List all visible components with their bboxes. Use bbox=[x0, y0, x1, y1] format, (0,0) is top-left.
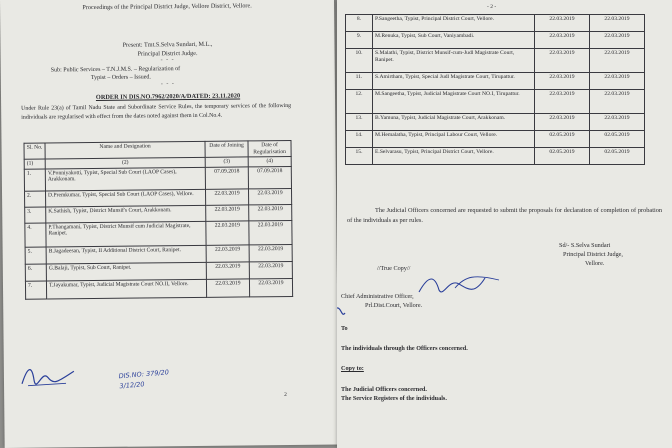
cell-no: 6. bbox=[25, 264, 46, 281]
cell-join: 22.03.2019 bbox=[206, 221, 249, 245]
right-page bbox=[337, 0, 672, 448]
to-label: To bbox=[341, 325, 348, 332]
cell-no: 14. bbox=[346, 131, 373, 148]
cell-reg: 22.03.2019 bbox=[590, 49, 645, 73]
cell-name: S.Amirtham, Typist, Special Judl Magistrate Court, Tirupattur. bbox=[373, 73, 535, 90]
present-title: Principal District Judge. bbox=[137, 49, 198, 58]
cell-no: 9. bbox=[346, 32, 373, 49]
cell-reg: 22.03.2019 bbox=[249, 261, 292, 278]
handwritten-dispatch-note: DIS.NO: 379/20 3/12/20 bbox=[118, 368, 170, 391]
cell-name: M.Hemalatha, Typist, Principal Labour Court, Vellore. bbox=[373, 131, 535, 148]
copy-recipient-2: The Service Registers of the individuals. bbox=[341, 395, 447, 402]
cell-join: 22.03.2019 bbox=[535, 15, 590, 32]
cell-name: E.Selvarasu, Typist, Principal District Court, Vellore. bbox=[373, 148, 535, 165]
subject-line-1: Sub: Public Services – T.N.J.M.S. – Regularization of bbox=[50, 66, 181, 74]
cell-name: T.Jayakumar, Typist, Judicial Magistrate Court NO.II, Vellore. bbox=[46, 279, 206, 299]
table-row bbox=[346, 32, 645, 49]
officer-signature-mark bbox=[415, 270, 505, 300]
cell-name: P.Thangamani, Typist, District Munsif cum Judicial Magistrate, Ranipet. bbox=[46, 221, 206, 247]
cell-name: M.Sangeetha, Typist, Judicial Magistrate Court NO.I, Tirupattur. bbox=[373, 90, 535, 114]
cell-reg: 02.05.2019 bbox=[590, 148, 645, 165]
cell-name: D.Premkumar, Typist, Special Sub Court (LAOP Cases), Vellore. bbox=[46, 189, 206, 207]
regularisation-table-left bbox=[23, 140, 293, 300]
header-sl-no: Sl. No. bbox=[24, 143, 45, 159]
cell-reg: 22.03.2019 bbox=[249, 278, 292, 296]
cell-name: G.Balaji, Typist, Sub Court, Ranipet. bbox=[46, 262, 206, 281]
table-row bbox=[346, 49, 645, 73]
proceedings-header: Proceedings of the Principal District Judge, Vellore District, Vellore. bbox=[82, 2, 252, 12]
table-row bbox=[346, 148, 645, 165]
page-mark: - 2 - bbox=[487, 4, 497, 10]
cell-reg: 07.09.2018 bbox=[248, 166, 291, 188]
signature-initials-mark bbox=[18, 359, 78, 390]
cell-no: 2. bbox=[25, 191, 46, 207]
table-row bbox=[346, 114, 645, 131]
order-paragraph: Under Rule 23(a) of Tamil Nadu State and Subordinate Service Rules, the temporary services of the following individuals are regularised with effect from the dates noted against them in Col.No.4. bbox=[21, 102, 292, 121]
cell-join: 22.03.2019 bbox=[535, 49, 590, 73]
signed-place: Vellore. bbox=[585, 260, 605, 267]
cell-name: S.Malathi, Typist, District Munsif-cum-Judl Magistrate Court, Ranipet. bbox=[373, 49, 535, 73]
ink-mark bbox=[337, 305, 347, 325]
separator: - - - bbox=[160, 57, 175, 64]
signed-name: Sd/- S.Selva Sundari bbox=[559, 242, 611, 249]
cell-name: P.Sangeetha, Typist, Principal District Court, Vellore. bbox=[373, 15, 535, 32]
cell-no: 15. bbox=[346, 148, 373, 165]
cell-reg: 22.03.2019 bbox=[590, 114, 645, 131]
cell-name: B.Yamuna, Typist, Judicial Magistrate Court, Arakkonam. bbox=[373, 114, 535, 131]
cell-join: 22.03.2019 bbox=[535, 114, 590, 131]
cell-join: 22.03.2019 bbox=[205, 189, 248, 205]
cell-reg: 22.03.2019 bbox=[249, 220, 292, 244]
cell-no: 5. bbox=[25, 247, 46, 264]
cao-place: Prl.Dist.Court, Vellore. bbox=[365, 302, 423, 309]
colnum: (1) bbox=[24, 159, 45, 169]
cao-title: Chief Administrative Officer, bbox=[341, 293, 414, 300]
cell-reg: 22.03.2019 bbox=[590, 90, 645, 114]
present-line: Present: Tmt.S.Selva Sundari, M.L., bbox=[122, 40, 213, 49]
table-row bbox=[25, 278, 292, 299]
colnum: (4) bbox=[248, 157, 291, 167]
cell-join: 22.03.2019 bbox=[206, 279, 249, 297]
true-copy: //True Copy// bbox=[377, 265, 411, 272]
cell-reg: 02.05.2019 bbox=[590, 131, 645, 148]
cell-no: 11. bbox=[346, 73, 373, 90]
table-row bbox=[346, 90, 645, 114]
cell-no: 4. bbox=[25, 223, 46, 247]
cell-name: V.Ponniyakotti, Typist, Special Sub Court (LAOP Cases), Arakkonam. bbox=[45, 167, 205, 191]
header-name: Name and Designation bbox=[45, 141, 205, 159]
signed-title: Principal District Judge, bbox=[563, 251, 623, 258]
cell-join: 07.09.2018 bbox=[205, 167, 248, 189]
cell-join: 02.05.2019 bbox=[535, 131, 590, 148]
table-row bbox=[346, 131, 645, 148]
table-row bbox=[25, 220, 292, 247]
cell-reg: 22.03.2019 bbox=[590, 32, 645, 49]
regularisation-table-right bbox=[345, 14, 645, 165]
header-regularisation: Date of Regularisation bbox=[248, 140, 291, 157]
cell-join: 22.03.2019 bbox=[206, 262, 249, 279]
page-number: 2 bbox=[284, 392, 287, 399]
closing-paragraph: The Judicial Officers concerned are requested to submit the proposals for declaration of completion of probation of the individuals as per rules. bbox=[347, 207, 662, 224]
to-text: The individuals through the Officers concerned. bbox=[341, 345, 468, 352]
colnum: (2) bbox=[45, 158, 205, 169]
cell-join: 02.05.2019 bbox=[535, 148, 590, 165]
cell-no: 3. bbox=[25, 207, 46, 223]
cell-name: B.Jagadeesan, Typist, II Additional District Court, Ranipet. bbox=[46, 245, 206, 264]
separator-2: - - - bbox=[160, 81, 175, 88]
cell-join: 22.03.2019 bbox=[206, 205, 249, 221]
subject-line-2: Typist – Orders – Issued. bbox=[90, 74, 151, 82]
cell-join: 22.03.2019 bbox=[206, 245, 249, 262]
cell-reg: 22.03.2019 bbox=[249, 204, 292, 220]
cell-join: 22.03.2019 bbox=[535, 73, 590, 90]
order-number: ORDER IN DIS.NO.7962/2020/A/DATED: 23.11.2020 bbox=[95, 92, 241, 102]
cell-join: 22.03.2019 bbox=[535, 90, 590, 114]
header-joining: Date of Joining bbox=[205, 141, 248, 158]
cell-name: M.Renuka, Typist, Sub Court, Vaniyambadi. bbox=[373, 32, 535, 49]
cell-reg: 22.03.2019 bbox=[249, 244, 292, 261]
cell-reg: 22.03.2019 bbox=[590, 73, 645, 90]
copy-to-label: Copy to: bbox=[341, 365, 364, 372]
table-row bbox=[24, 166, 291, 191]
copy-recipient-1: The Judicial Officers concerned. bbox=[341, 386, 427, 393]
cell-no: 10. bbox=[346, 49, 373, 73]
cell-reg: 22.03.2019 bbox=[248, 188, 291, 204]
table-row bbox=[346, 15, 645, 32]
cell-no: 12. bbox=[346, 90, 373, 114]
cell-no: 13. bbox=[346, 114, 373, 131]
cell-name: K.Sathish, Typist, District Munsif's Court, Arakkonam. bbox=[46, 205, 206, 223]
cell-no: 8. bbox=[346, 15, 373, 32]
table-row bbox=[346, 73, 645, 90]
cell-reg: 22.03.2019 bbox=[590, 15, 645, 32]
colnum: (3) bbox=[205, 157, 248, 167]
cell-no: 7. bbox=[25, 281, 46, 299]
cell-join: 22.03.2019 bbox=[535, 32, 590, 49]
cell-no: 1. bbox=[24, 169, 45, 191]
